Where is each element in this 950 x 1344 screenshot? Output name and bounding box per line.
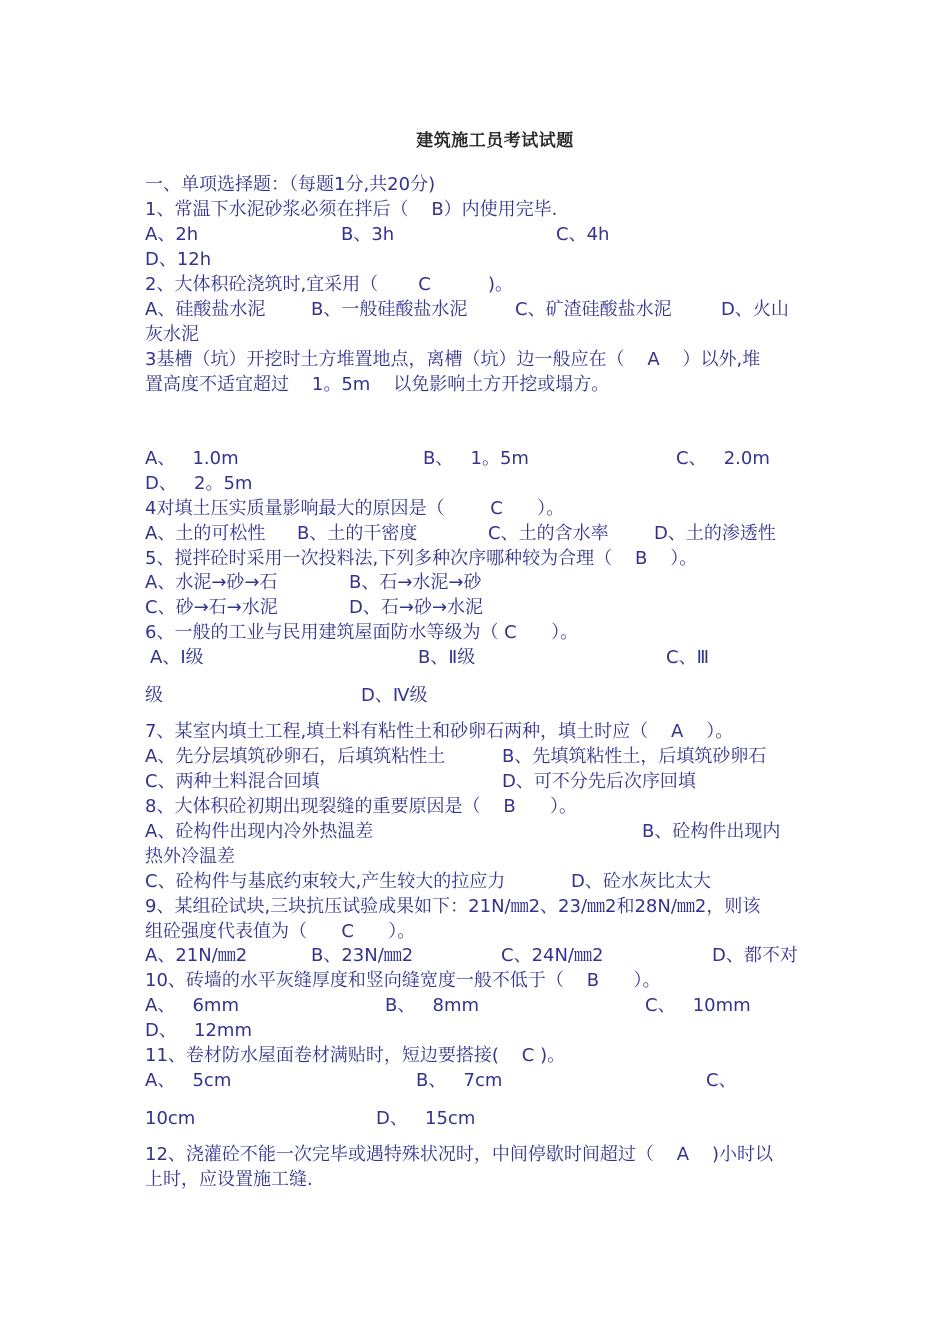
question-6-option-b: B、Ⅱ级 xyxy=(418,647,476,668)
question-3-option-d: D、 2。5m xyxy=(145,473,253,494)
question-8-stem: 8、大体积砼初期出现裂缝的重要原因是（ B ）。 xyxy=(145,796,578,817)
question-8-options-row-1 xyxy=(145,819,820,844)
question-11-option-c: C、 xyxy=(706,1070,737,1091)
question-7-options-row-2 xyxy=(145,769,820,794)
question-3-option-b: B、 1。5m xyxy=(423,448,529,469)
question-10-option-b: B、 8mm xyxy=(385,995,480,1016)
question-3-stem-line-2: 置高度不适宜超过 1。5m 以免影响土方开挖或塌方。 xyxy=(145,374,610,395)
question-5-option-c: C、砂→石→水泥 xyxy=(145,597,278,618)
question-6-option-c-cont: 级 xyxy=(145,685,163,706)
question-2-option-b: B、一般硅酸盐水泥 xyxy=(311,299,468,320)
question-5-option-a: A、水泥→砂→石 xyxy=(145,572,278,593)
question-4-option-a: A、土的可松性 xyxy=(145,523,266,544)
question-6-option-d: D、Ⅳ级 xyxy=(361,685,428,706)
question-9-option-c: C、24N/㎜2 xyxy=(501,945,604,966)
question-8-option-d: D、砼水灰比太大 xyxy=(571,871,711,892)
question-2-option-d: D、火山 xyxy=(721,299,789,320)
question-11-stem: 11、卷材防水屋面卷材满贴时，短边要搭接( C )。 xyxy=(145,1045,566,1066)
question-4-option-d: D、土的渗透性 xyxy=(654,523,776,544)
question-7-options-row-1 xyxy=(145,744,820,769)
question-1-option-a: A、2h xyxy=(145,224,199,245)
question-6-option-a: A、Ⅰ级 xyxy=(150,647,204,668)
question-3-option-c: C、 2.0m xyxy=(676,448,770,469)
question-5-options-row-1 xyxy=(145,570,820,595)
question-1-option-c: C、4h xyxy=(556,224,610,245)
question-4-option-c: C、土的含水率 xyxy=(488,523,609,544)
question-9-option-b: B、23N/㎜2 xyxy=(311,945,414,966)
question-6-options-row xyxy=(145,645,820,670)
question-7-option-a: A、先分层填筑砂卵石，后填筑粘性土 xyxy=(145,746,446,767)
question-2-stem: 2、大体积砼浇筑时,宜采用（ C )。 xyxy=(145,274,514,295)
question-12-stem-line-1: 12、浇灌砼不能一次完毕或遇特殊状况时，中间停歇时间超过（ A )小时以 xyxy=(145,1144,774,1165)
question-9-option-d: D、都不对 xyxy=(712,945,798,966)
question-3-option-a: A、 1.0m xyxy=(145,448,239,469)
question-2-option-d-cont: 灰水泥 xyxy=(145,324,199,345)
question-7-stem: 7、某室内填土工程,填土料有粘性土和砂卵石两种，填土时应（ A ）。 xyxy=(145,721,734,742)
question-8-options-row-2 xyxy=(145,869,820,894)
question-4-stem: 4对填土压实质量影响最大的原因是（ C ）。 xyxy=(145,498,565,519)
question-7-option-b: B、先填筑粘性土，后填筑砂卵石 xyxy=(502,746,767,767)
question-11-option-b: B、 7cm xyxy=(416,1070,503,1091)
question-10-option-d: D、 12mm xyxy=(145,1020,252,1041)
section-heading: 一、单项选择题：（每题1分,共20分) xyxy=(145,174,436,195)
question-6-stem: 6、一般的工业与民用建筑屋面防水等级为（ C ）。 xyxy=(145,622,579,643)
question-4-option-b: B、土的干密度 xyxy=(297,523,418,544)
question-9-option-a: A、21N/㎜2 xyxy=(145,945,248,966)
question-3-options-row xyxy=(145,446,820,471)
question-8-option-a: A、砼构件出现内冷外热温差 xyxy=(145,821,374,842)
question-11-options-row xyxy=(145,1068,820,1093)
question-2-options-row xyxy=(145,297,820,322)
question-11-options-row-2 xyxy=(145,1106,820,1131)
question-7-option-d: D、可不分先后次序回填 xyxy=(502,771,696,792)
question-12-stem-line-2: 上时，应设置施工缝. xyxy=(145,1169,313,1190)
question-9-stem-line-2: 组砼强度代表值为（ C ）。 xyxy=(145,921,416,942)
question-6-option-c: C、Ⅲ xyxy=(666,647,709,668)
question-11-option-a: A、 5cm xyxy=(145,1070,232,1091)
question-5-option-d: D、石→砂→水泥 xyxy=(349,597,484,618)
question-11-option-d: D、 15cm xyxy=(376,1108,476,1129)
question-8-option-c: C、砼构件与基底约束较大,产生较大的拉应力 xyxy=(145,871,506,892)
question-6-options-row-2 xyxy=(145,683,820,708)
question-1-option-d: D、12h xyxy=(145,249,212,270)
question-1-option-b: B、3h xyxy=(341,224,395,245)
question-2-option-c: C、矿渣硅酸盐水泥 xyxy=(515,299,672,320)
question-10-options-row xyxy=(145,993,820,1018)
question-8-option-b-cont: 热外冷温差 xyxy=(145,846,235,867)
question-4-options-row xyxy=(145,521,820,546)
question-3-stem-line-1: 3基槽（坑）开挖时土方堆置地点，离槽（坑）边一般应在（ A ）以外,堆 xyxy=(145,349,761,370)
question-10-stem: 10、砖墙的水平灰缝厚度和竖向缝宽度一般不低于（ B ）。 xyxy=(145,970,661,991)
question-11-option-c-cont: 10cm xyxy=(145,1108,196,1129)
question-9-options-row xyxy=(145,943,820,968)
question-1-options-row xyxy=(145,222,820,247)
question-10-option-a: A、 6mm xyxy=(145,995,239,1016)
question-1-stem: 1、常温下水泥砂浆必须在拌后（ B）内使用完毕. xyxy=(145,199,558,220)
question-7-option-c: C、两种土料混合回填 xyxy=(145,771,320,792)
question-2-option-a: A、硅酸盐水泥 xyxy=(145,299,266,320)
question-9-stem-line-1: 9、某组砼试块,三块抗压试验成果如下：21N/㎜2、23/㎜2和28N/㎜2，则该 xyxy=(145,896,761,917)
question-5-stem: 5、搅拌砼时采用一次投料法,下列多种次序哪种较为合理（ B ）。 xyxy=(145,548,698,569)
question-5-option-b: B、石→水泥→砂 xyxy=(349,572,482,593)
question-5-options-row-2 xyxy=(145,595,820,620)
document-title: 建筑施工员考试试题 xyxy=(416,131,574,151)
question-8-option-b: B、砼构件出现内 xyxy=(642,821,781,842)
question-10-option-c: C、 10mm xyxy=(645,995,751,1016)
